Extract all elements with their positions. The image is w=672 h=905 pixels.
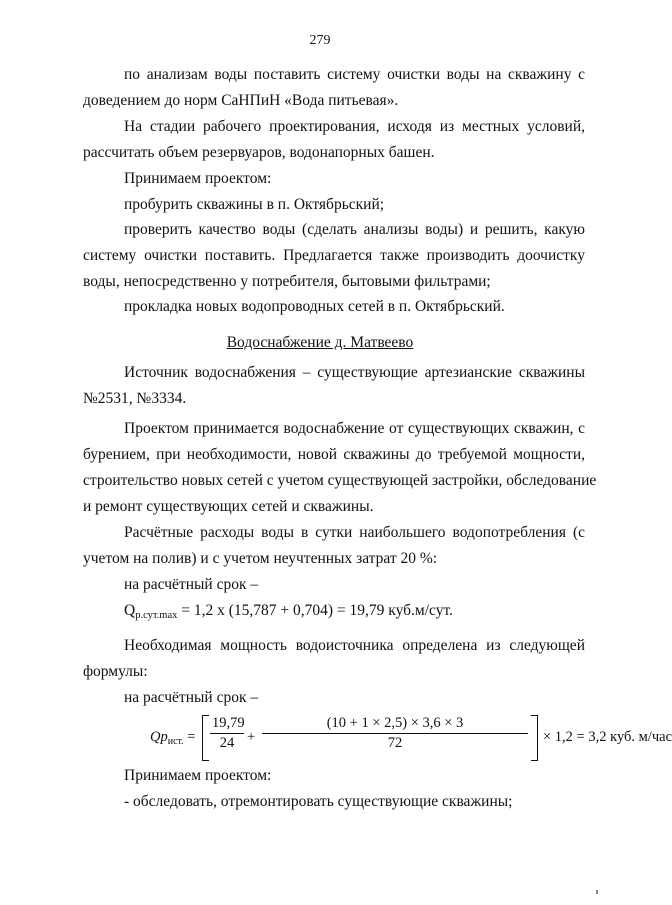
paragraph-line: проверить качество воды (сделать анализы воды) и решить, какую (124, 221, 585, 238)
paragraph-line: На стадии рабочего проектирования, исходя из местных условий, (124, 118, 585, 135)
formula-lhs: $Qp_{ист.}$ = (150, 729, 196, 747)
paragraph-line: - обследовать, отремонтировать существующие скважины; (124, 793, 513, 810)
paragraph-line: воды, непосредственно у потребителя, бытовыми фильтрами; (83, 273, 491, 290)
page-number: 279 (309, 33, 331, 48)
fraction-2: $\frac{(10 + 1 \times 2,5) \times 3,6 \times 3}{72}$ (262, 715, 528, 752)
paragraph-line: на расчётный срок – (124, 576, 259, 593)
paragraph-line: доведением до норм СаНПиН «Вода питьевая». (83, 92, 399, 109)
paragraph-line: пробурить скважины в п. Октябрьский; (124, 196, 385, 213)
paragraph-line: прокладка новых водопроводных сетей в п. Октябрьский. (124, 298, 505, 315)
paragraph-line: формулы: (83, 663, 148, 680)
paragraph-line: Источник водоснабжения – существующие артезианские скважины (124, 364, 585, 381)
paragraph-line: по анализам воды поставить систему очистки воды на скважину с (124, 66, 585, 83)
left-bracket (202, 715, 209, 761)
paragraph-line: бурением, при необходимости, новой скважины до требуемой мощности, (83, 446, 585, 463)
paragraph-line: №2531, №3334. (83, 390, 187, 407)
paragraph-line: учетом на полив) и с учетом неучтенных затрат 20 %: (83, 550, 438, 567)
fraction-1: $\frac{19,79}{24}$ (212, 715, 245, 751)
paragraph-line: на расчётный срок – (124, 689, 259, 706)
paragraph-line: Принимаем проектом: (124, 767, 272, 784)
equation-source-capacity: $Qp_{ист.}$ = $\frac{19,79}{24}$ + $\frac{(10 + 1 \times 2,5) \times 3,6 \times 3}{72}$ × 1,2 = 3,2 куб. м/час (150, 713, 570, 763)
paragraph-line: и ремонт существующих сетей и скважины. (83, 498, 374, 515)
paragraph-line: систему очистки поставить. Предлагается также производить доочистку (83, 247, 585, 264)
paragraph-line: рассчитать объем резервуаров, водонапорных башен. (83, 144, 435, 161)
paragraph-line: строительство новых сетей с учетом существующей застройки, обследование (83, 472, 597, 489)
equation-daily-flow: $Q_{р.сут.max} = 1,2$ x (15,787 + 0,704) = 19,79 куб.м/сут. (124, 602, 453, 621)
paragraph-line: Принимаем проектом: (124, 170, 272, 187)
right-bracket (531, 715, 538, 761)
paragraph-line: Необходимая мощность водоисточника определена из следующей (124, 637, 585, 654)
scan-mark (596, 890, 598, 894)
paragraph-line: Проектом принимается водоснабжение от существующих скважин, с (124, 420, 585, 437)
paragraph-line: Расчётные расходы воды в сутки наибольшего водопотребления (с (124, 524, 585, 541)
section-heading: Водоснабжение д. Матвеево (226, 334, 414, 351)
